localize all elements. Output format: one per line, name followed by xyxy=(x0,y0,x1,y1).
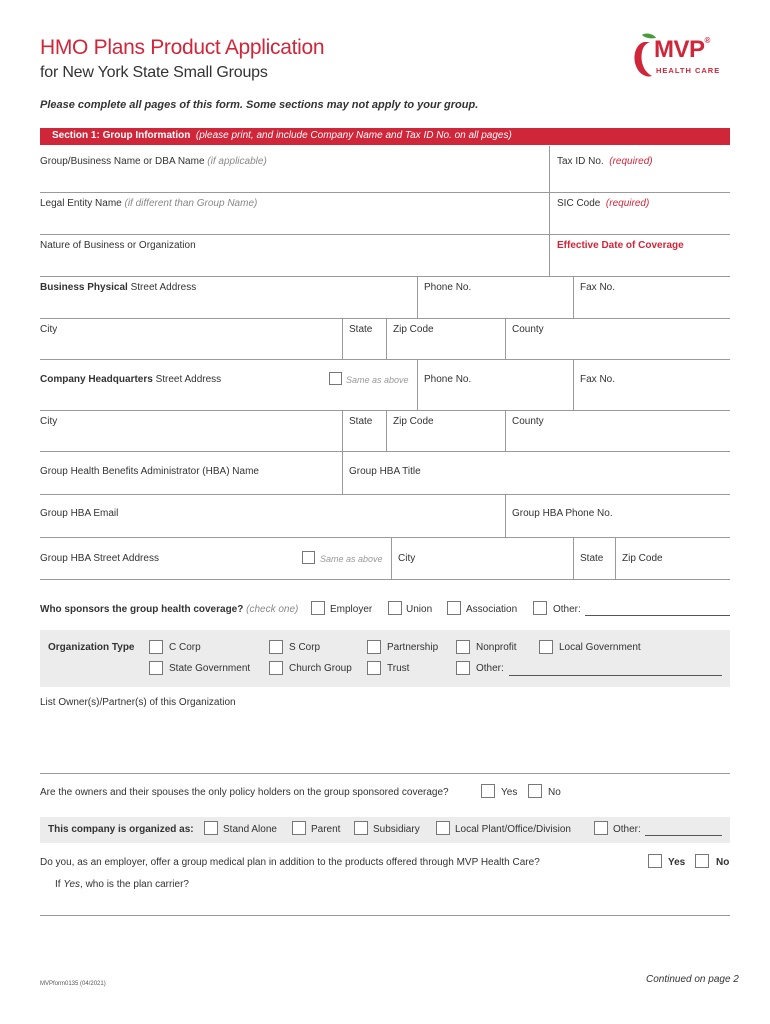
hq-fax-field[interactable] xyxy=(575,386,730,410)
hq-address-field[interactable] xyxy=(40,386,320,410)
organized-subsidiary-label: Subsidiary xyxy=(373,824,420,835)
form-title: HMO Plans Product Application xyxy=(40,36,325,59)
owners-field[interactable] xyxy=(40,710,730,773)
hq-state-field[interactable] xyxy=(344,426,384,451)
hba-street-field[interactable] xyxy=(40,566,295,579)
org-church-checkbox[interactable] xyxy=(269,661,283,675)
business-city-field[interactable] xyxy=(40,334,340,359)
logo-subtext: HEALTH CARE xyxy=(656,66,721,75)
business-address-label: Business Physical Street Address xyxy=(40,282,197,293)
organized-stand-alone-checkbox[interactable] xyxy=(204,821,218,835)
organized-local-plant-checkbox[interactable] xyxy=(436,821,450,835)
hq-phone-label: Phone No. xyxy=(424,374,472,385)
owners-yes-checkbox[interactable] xyxy=(481,784,495,798)
org-nonprofit-label: Nonprofit xyxy=(476,642,517,653)
section-1-note: (please print, and include Company Name and Tax ID No. on all pages) xyxy=(195,130,512,141)
organized-other-checkbox[interactable] xyxy=(594,821,608,835)
organized-parent-label: Parent xyxy=(311,824,341,835)
owners-no-label: No xyxy=(548,787,561,798)
hq-fax-label: Fax No. xyxy=(580,374,616,385)
business-county-field[interactable] xyxy=(507,334,730,359)
sic-code-field[interactable] xyxy=(551,208,730,234)
hba-state-label: State xyxy=(580,553,604,564)
business-city-label: City xyxy=(40,324,58,335)
nature-business-label: Nature of Business or Organization xyxy=(40,240,196,251)
section-1-label: Section 1: Group Information xyxy=(52,130,191,141)
sponsor-association-checkbox[interactable] xyxy=(447,601,461,615)
section-1-header xyxy=(40,128,730,145)
effective-date-field[interactable] xyxy=(551,250,730,276)
effective-date-label: Effective Date of Coverage xyxy=(557,240,684,251)
org-state-gov-label: State Government xyxy=(169,663,251,674)
other-plan-no-label: No xyxy=(716,857,730,868)
business-fax-label: Fax No. xyxy=(580,282,616,293)
hq-city-field[interactable] xyxy=(40,426,340,451)
org-other-checkbox[interactable] xyxy=(456,661,470,675)
logo-wordmark: MVP® xyxy=(654,36,710,63)
organized-other-field[interactable] xyxy=(645,835,722,836)
business-phone-field[interactable] xyxy=(419,292,572,318)
organized-stand-alone-label: Stand Alone xyxy=(223,824,277,835)
group-name-field[interactable] xyxy=(40,166,548,192)
hba-title-label: Group HBA Title xyxy=(349,466,421,477)
continued-note: Continued on page 2 xyxy=(646,974,739,985)
form-id: MVPform0135 (04/2021) xyxy=(40,981,106,987)
legal-entity-label: Legal Entity Name (if different than Group Name) xyxy=(40,198,258,209)
other-plan-carrier-label: If Yes, who is the plan carrier? xyxy=(55,879,189,890)
hba-phone-field[interactable] xyxy=(507,520,730,537)
tax-id-label: Tax ID No. (required) xyxy=(557,156,653,167)
owners-yes-label: Yes xyxy=(501,787,518,798)
legal-entity-field[interactable] xyxy=(40,208,548,234)
business-state-field[interactable] xyxy=(344,334,384,359)
other-plan-carrier-field[interactable] xyxy=(40,891,730,915)
tax-id-field[interactable] xyxy=(551,166,730,192)
business-zip-field[interactable] xyxy=(388,334,504,359)
hba-state-field[interactable] xyxy=(575,566,613,579)
other-plan-no-checkbox[interactable] xyxy=(695,854,709,868)
hq-same-as-above-label: Same as above xyxy=(346,375,409,385)
nature-business-field[interactable] xyxy=(40,250,548,276)
hba-title-field[interactable] xyxy=(344,478,730,494)
business-zip-label: Zip Code xyxy=(393,324,434,335)
business-fax-field[interactable] xyxy=(575,292,730,318)
hq-address-label: Company Headquarters Street Address xyxy=(40,374,222,385)
hq-zip-field[interactable] xyxy=(388,426,504,451)
organized-parent-checkbox[interactable] xyxy=(292,821,306,835)
hba-zip-field[interactable] xyxy=(617,566,730,579)
sponsor-union-label: Union xyxy=(406,604,433,615)
sponsor-association-label: Association xyxy=(466,604,518,615)
hba-name-label: Group Health Benefits Administrator (HBA) Name xyxy=(40,466,259,477)
sponsor-employer-checkbox[interactable] xyxy=(311,601,325,615)
business-county-label: County xyxy=(512,324,544,335)
sponsor-other-label: Other: xyxy=(553,604,581,615)
hba-zip-label: Zip Code xyxy=(622,553,663,564)
org-type-label: Organization Type xyxy=(48,642,135,653)
mvp-logo xyxy=(632,32,736,82)
other-plan-yes-label: Yes xyxy=(668,857,686,868)
org-other-field[interactable] xyxy=(509,675,722,676)
org-trust-label: Trust xyxy=(387,663,410,674)
org-s-corp-checkbox[interactable] xyxy=(269,640,283,654)
other-plan-question: Do you, as an employer, offer a group medical plan in addition to the products offered through MVP Health Care? xyxy=(40,857,540,868)
owners-no-checkbox[interactable] xyxy=(528,784,542,798)
owners-question: Are the owners and their spouses the only policy holders on the group sponsored coverage? xyxy=(40,787,449,798)
org-trust-checkbox[interactable] xyxy=(367,661,381,675)
hq-zip-label: Zip Code xyxy=(393,416,434,427)
hba-city-label: City xyxy=(398,553,416,564)
hq-city-label: City xyxy=(40,416,58,427)
org-c-corp-checkbox[interactable] xyxy=(149,640,163,654)
sponsor-union-checkbox[interactable] xyxy=(388,601,402,615)
organized-local-plant-label: Local Plant/Office/Division xyxy=(455,824,571,835)
hq-phone-field[interactable] xyxy=(419,386,572,410)
org-state-gov-checkbox[interactable] xyxy=(149,661,163,675)
sponsor-question: Who sponsors the group health coverage? (check one) xyxy=(40,604,299,615)
other-plan-yes-checkbox[interactable] xyxy=(648,854,662,868)
hba-email-field[interactable] xyxy=(40,520,503,537)
org-partnership-checkbox[interactable] xyxy=(367,640,381,654)
org-local-gov-checkbox[interactable] xyxy=(539,640,553,654)
org-s-corp-label: S Corp xyxy=(289,642,321,653)
sponsor-other-checkbox[interactable] xyxy=(533,601,547,615)
business-address-field[interactable] xyxy=(40,292,416,318)
organized-other-label: Other: xyxy=(613,824,641,835)
org-c-corp-label: C Corp xyxy=(169,642,201,653)
org-partnership-label: Partnership xyxy=(387,642,439,653)
form-subtitle: for New York State Small Groups xyxy=(40,64,268,81)
org-nonprofit-checkbox[interactable] xyxy=(456,640,470,654)
owners-label: List Owner(s)/Partner(s) of this Organization xyxy=(40,697,236,708)
sponsor-other-field[interactable] xyxy=(585,615,730,616)
hba-phone-label: Group HBA Phone No. xyxy=(512,508,613,519)
organized-subsidiary-checkbox[interactable] xyxy=(354,821,368,835)
hba-email-label: Group HBA Email xyxy=(40,508,119,519)
hba-same-as-above-checkbox[interactable] xyxy=(302,551,315,564)
org-type-panel xyxy=(40,630,730,687)
business-phone-label: Phone No. xyxy=(424,282,472,293)
hq-state-label: State xyxy=(349,416,373,427)
hba-city-field[interactable] xyxy=(393,566,571,579)
hq-county-label: County xyxy=(512,416,544,427)
hq-county-field[interactable] xyxy=(507,426,730,451)
hba-same-as-above-label: Same as above xyxy=(320,554,383,564)
instructions: Please complete all pages of this form. Some sections may not apply to your group. xyxy=(40,99,479,111)
org-church-label: Church Group xyxy=(289,663,352,674)
hba-street-label: Group HBA Street Address xyxy=(40,553,159,564)
organized-label: This company is organized as: xyxy=(48,824,194,835)
hq-same-as-above-checkbox[interactable] xyxy=(329,372,342,385)
sponsor-employer-label: Employer xyxy=(330,604,373,615)
hba-name-field[interactable] xyxy=(40,478,340,494)
sic-code-label: SIC Code (required) xyxy=(557,198,650,209)
org-local-gov-label: Local Government xyxy=(559,642,641,653)
business-state-label: State xyxy=(349,324,373,335)
org-other-label: Other: xyxy=(476,663,504,674)
group-name-label: Group/Business Name or DBA Name (if applicable) xyxy=(40,156,267,167)
